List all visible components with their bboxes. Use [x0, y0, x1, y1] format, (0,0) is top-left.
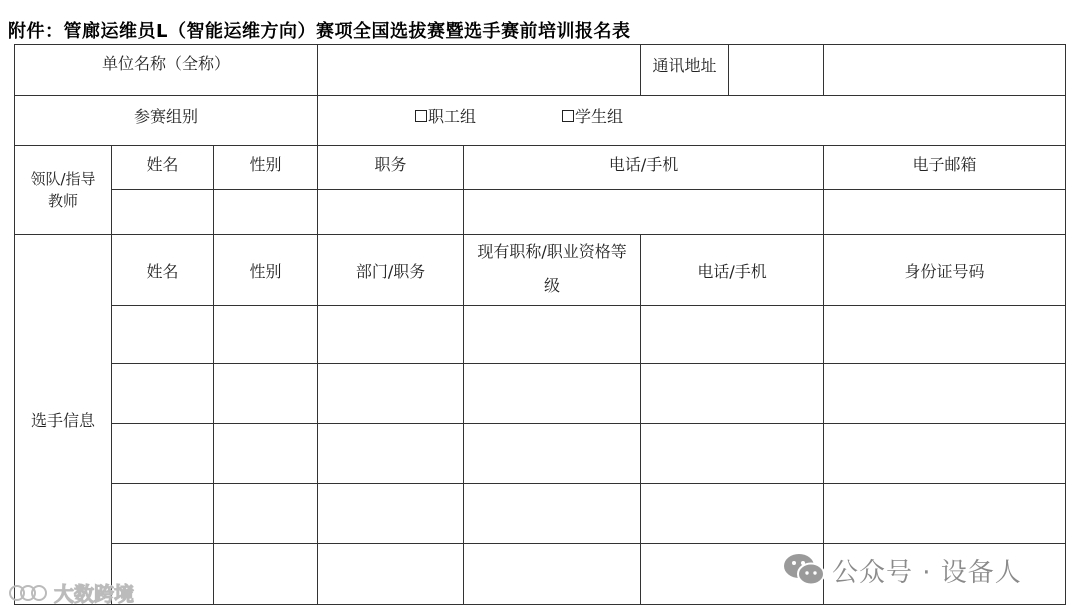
- logo-icon: [8, 582, 48, 604]
- contestant-col-dept: 部门/职务: [318, 235, 464, 306]
- contestant-col-name: 姓名: [112, 235, 214, 306]
- unit-row: [15, 45, 1066, 96]
- address-field[interactable]: [824, 45, 1066, 96]
- unit-name-field[interactable]: [318, 45, 641, 96]
- leader-phone-field[interactable]: [464, 190, 824, 235]
- contestant-col-title-text: 现有职称/职业资格等级: [477, 242, 627, 295]
- contestant-dept-field[interactable]: [318, 306, 464, 364]
- contestant-row: [15, 306, 1066, 364]
- contestant-gender-field[interactable]: [214, 364, 318, 424]
- contestant-gender-field[interactable]: [214, 544, 318, 605]
- watermark-left-text: 大数跨境: [54, 582, 134, 606]
- leader-header-row: [15, 146, 1066, 190]
- contestant-id-field[interactable]: [824, 484, 1066, 544]
- contestant-gender-field[interactable]: [214, 424, 318, 484]
- contestant-gender-field[interactable]: [214, 306, 318, 364]
- contestant-phone-field[interactable]: [641, 306, 824, 364]
- contestant-col-phone: 电话/手机: [641, 235, 824, 306]
- contestant-name-field[interactable]: [112, 306, 214, 364]
- contestant-dept-field[interactable]: [318, 364, 464, 424]
- contestant-title-field[interactable]: [464, 364, 641, 424]
- contestant-header-row: [15, 235, 1066, 306]
- leader-col-position: 职务: [318, 146, 464, 190]
- leader-col-phone: 电话/手机: [464, 146, 824, 190]
- wechat-icon: [782, 550, 826, 590]
- document-title: 附件：管廊运维员L（智能运维方向）赛项全国选拔赛暨选手赛前培训报名表: [8, 21, 631, 42]
- group-row: [15, 96, 1066, 146]
- watermark-left: [8, 578, 134, 607]
- address-label-cell: [641, 45, 824, 96]
- contestant-phone-field[interactable]: [641, 364, 824, 424]
- unit-name-label: 单位名称（全称）: [15, 45, 318, 96]
- contestant-title-field[interactable]: [464, 306, 641, 364]
- contestant-title-field[interactable]: [464, 424, 641, 484]
- contestant-title-field[interactable]: [464, 544, 641, 605]
- contestant-phone-field[interactable]: [641, 424, 824, 484]
- contestant-dept-field[interactable]: [318, 544, 464, 605]
- contestant-id-field[interactable]: [824, 424, 1066, 484]
- leader-name-field[interactable]: [112, 190, 214, 235]
- leader-col-gender: 性别: [214, 146, 318, 190]
- watermark-right: [782, 550, 1022, 590]
- checkbox-box-icon[interactable]: [415, 110, 427, 122]
- checkbox-label: 学生组: [575, 107, 624, 126]
- contestant-id-field[interactable]: [824, 306, 1066, 364]
- checkbox-box-icon[interactable]: [562, 110, 574, 122]
- contestant-col-id: 身份证号码: [824, 235, 1066, 306]
- group-label: 参赛组别: [15, 96, 318, 146]
- contestant-name-field[interactable]: [112, 424, 214, 484]
- leader-col-email: 电子邮箱: [824, 146, 1066, 190]
- contestant-dept-field[interactable]: [318, 424, 464, 484]
- contestant-phone-field[interactable]: [641, 484, 824, 544]
- checkbox-label: 职工组: [428, 107, 477, 126]
- checkbox-student-group[interactable]: [562, 104, 623, 127]
- contestant-col-gender: 性别: [214, 235, 318, 306]
- contestant-id-field[interactable]: [824, 364, 1066, 424]
- contestant-title-field[interactable]: [464, 484, 641, 544]
- leader-label: [15, 146, 112, 235]
- contestant-row: [15, 484, 1066, 544]
- contestant-label: 选手信息: [15, 235, 112, 605]
- contestant-row: [15, 424, 1066, 484]
- contestant-col-title: [464, 235, 641, 306]
- address-field-part[interactable]: [729, 45, 823, 95]
- watermark-right-text: 公众号 · 设备人: [832, 557, 1022, 588]
- address-label: 通讯地址: [641, 45, 729, 95]
- contestant-dept-field[interactable]: [318, 484, 464, 544]
- contestant-name-field[interactable]: [112, 364, 214, 424]
- group-options-cell: [318, 96, 1066, 146]
- checkbox-staff-group[interactable]: [415, 104, 476, 127]
- contestant-gender-field[interactable]: [214, 484, 318, 544]
- leader-gender-field[interactable]: [214, 190, 318, 235]
- contestant-name-field[interactable]: [112, 484, 214, 544]
- registration-form-table: [14, 44, 1066, 605]
- leader-label-text: 领队/指导教师: [30, 170, 96, 210]
- leader-col-name: 姓名: [112, 146, 214, 190]
- leader-input-row: [15, 190, 1066, 235]
- leader-email-field[interactable]: [824, 190, 1066, 235]
- contestant-row: [15, 364, 1066, 424]
- leader-position-field[interactable]: [318, 190, 464, 235]
